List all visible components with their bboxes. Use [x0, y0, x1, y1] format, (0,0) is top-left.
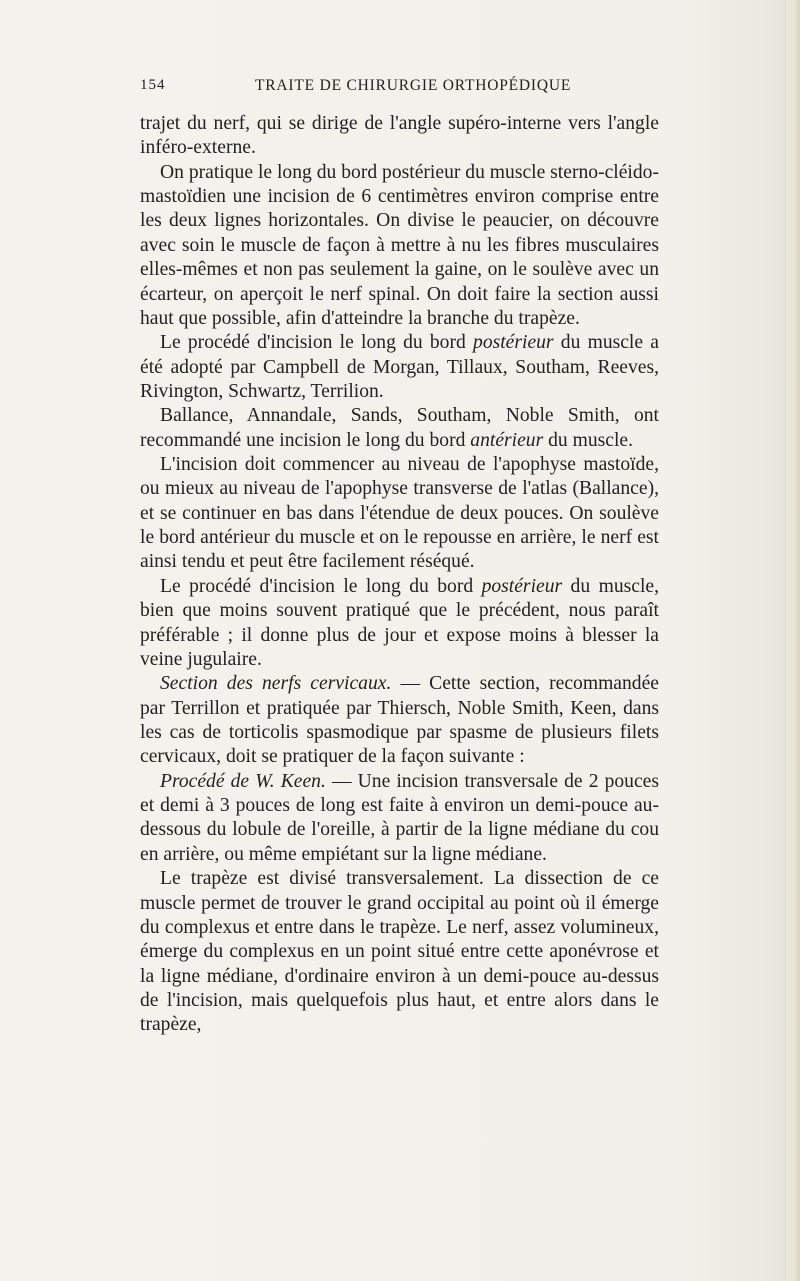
- paragraph-incision-start: [140, 453, 659, 575]
- text-before: Le procédé d'incision le long du bord: [160, 575, 482, 597]
- text-after: du muscle, bien que moins souvent pratiqué que le précédent, nous paraît préférable ; il donne plus de jour et expose moins à blesser la veine jugulaire.: [140, 575, 659, 670]
- text-after: — Une incision transversale de 2 pouces et demi à 3 pouces de long est faite à environ un demi-pouce au-dessous du lobule de l'oreille, à partir de la ligne médiane du cou en arrière, ou même empiétant sur la ligne médiane.: [140, 770, 659, 865]
- paragraph-keen-procedure: [140, 770, 659, 867]
- running-title: TRAITE DE CHIRURGIE ORTHOPÉDIQUE: [255, 77, 572, 94]
- page-number: 154: [140, 77, 166, 93]
- paragraph-continuation: [140, 112, 659, 161]
- paragraph-text: On pratique le long du bord postérieur du muscle sterno-cléido-mastoïdien une incision de 6 centimètres environ comprise entre les deux lignes horizontales. On divise le peaucier, on découvre avec soin le muscle de façon à mettre à nu les fibres musculaires elles-mêmes et non pas seulement la gaine, on le soulève avec un écarteur, on aperçoit le nerf spinal. On doit faire la section aussi haut que possible, afin d'atteindre la branche du trapèze.: [140, 161, 659, 329]
- paragraph-posterior-incision: [140, 161, 659, 332]
- italic-term: postérieur: [481, 575, 563, 597]
- italic-term: postérieur: [473, 332, 554, 354]
- text-after: — Cette section, recommandée par Terrillon et pratiquée par Thiersch, Noble Smith, Keen, dans les cas de torticolis spasmodique par spasme de plusieurs filets cervicaux, doit se pratiquer de la façon suivante :: [140, 673, 659, 768]
- paragraph-trapezius: [140, 867, 659, 1038]
- body-text: [140, 112, 659, 1038]
- text-after: du muscle a été adopté par Campbell de Morgan, Tillaux, Southam, Reeves, Rivington, Schwartz, Terrilion.: [140, 332, 659, 402]
- paragraph-text: L'incision doit commencer au niveau de l'apophyse mastoïde, ou mieux au niveau de l'apophyse transverse de l'atlas (Ballance), et se continuer en bas dans l'étendue de deux pouces. On soulève le bord antérieur du muscle et on le repousse en arrière, le nerf est ainsi tendu et peut être facilement réséqué.: [140, 454, 659, 573]
- text-before: Ballance, Annandale, Sands, Southam, Noble Smith, ont recommandé une incision le long du bord: [140, 405, 659, 451]
- italic-term: antérieur: [470, 429, 544, 451]
- page-edge-shadow: [786, 0, 800, 1281]
- text-after: du muscle.: [543, 429, 634, 451]
- paragraph-preferable: [140, 575, 659, 672]
- paragraph-section-cervical: [140, 672, 659, 769]
- paragraph-adopted-by: [140, 331, 659, 404]
- paragraph-anterior-recommended: [140, 404, 659, 453]
- section-heading: Section des nerfs cervicaux.: [160, 673, 392, 695]
- paragraph-text: Le trapèze est divisé transversalement. La dissection de ce muscle permet de trouver le grand occipital au point où il émerge du complexus et entre dans le trapèze. Le nerf, assez volumineux, émerge du complexus en un point situé entre cette aponévrose et la ligne médiane, d'ordinaire environ à un demi-pouce au-dessus de l'incision, mais quelquefois plus haut, et entre alors dans le trapèze,: [140, 868, 659, 1036]
- text-before: Le procédé d'incision le long du bord: [160, 332, 474, 354]
- page-header: [0, 77, 800, 99]
- paragraph-text: trajet du nerf, qui se dirige de l'angle supéro-interne vers l'angle inféro-externe.: [140, 113, 659, 159]
- procedure-heading: Procédé de W. Keen.: [160, 770, 326, 792]
